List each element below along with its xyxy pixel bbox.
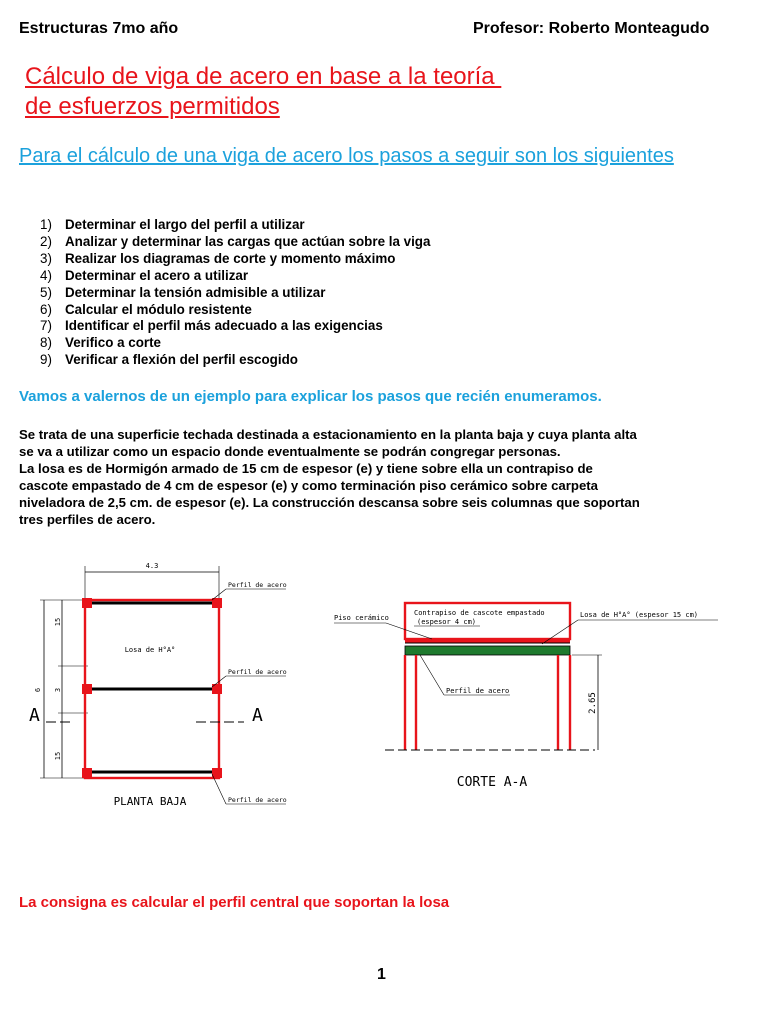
step-item: 7) Identificar el perfil más adecuado a las exigencias: [40, 318, 383, 334]
section-drawing: [320, 590, 730, 800]
page-title: [25, 62, 501, 122]
slab-label: Losa de H°A°: [124, 646, 176, 654]
section-mark-right: A: [252, 705, 263, 726]
column: [82, 768, 92, 778]
column: [212, 598, 222, 608]
step-item: 4) Determinar el acero a utilizar: [40, 267, 249, 283]
perfil-label: Perfil de acero: [446, 687, 510, 695]
dim-bottom: 15: [54, 751, 62, 761]
professor-header: Profesor: Roberto Monteagudo: [473, 20, 710, 37]
title-line-1: Cálculo de viga de acero en base a la teoría: [25, 63, 502, 90]
step-item: 2) Analizar y determinar las cargas que actúan sobre la viga: [40, 233, 431, 249]
column: [82, 598, 92, 608]
losa-label: Losa de H°A° (espesor 15 cm): [580, 611, 699, 619]
concrete-slab: [405, 646, 570, 655]
step-item: 5) Determinar la tensión admisible a utilizar: [40, 284, 326, 300]
step-item: 6) Calcular el módulo resistente: [40, 301, 252, 317]
height-dim: 2.65: [588, 692, 598, 714]
problem-paragraph: Se trata de una superficie techada destinada a estacionamiento en la planta baja y cuya planta alta se va a utilizar como un espacio donde eventualmente se podrán congregar personas. La losa es de Hormigón armado de 15 cm de espesor (e) y tiene sobre ella un contrapiso de cascote empastado de 4 cm de espesor (e) y como terminación piso cerámico sobre carpeta niveladora de 2,5 cm. de espesor (e). La construcción descansa sobre seis columnas que soportan tres perfiles de acero.: [19, 427, 640, 527]
beam-label-mid: Perfil de acero: [228, 668, 287, 676]
dim-top: 15: [54, 617, 62, 627]
contrapiso-label-2: (espesor 4 cm): [417, 618, 477, 626]
dim-mid: 3: [54, 687, 62, 693]
dim-width: 4.3: [145, 562, 159, 570]
column: [82, 684, 92, 694]
section-mark-left: A: [29, 705, 40, 726]
step-item: 3) Realizar los diagramas de corte y momento máximo: [40, 250, 396, 266]
step-item: 8) Verifico a corte: [40, 335, 162, 351]
subtitle: Para el cálculo de una viga de acero los pasos a seguir son los siguientes: [19, 145, 674, 167]
plan-drawing: [0, 556, 330, 818]
contrapiso-label-1: Contrapiso de cascote empastado: [414, 609, 545, 617]
plan-caption: PLANTA BAJA: [113, 795, 187, 808]
steps-list: [40, 217, 430, 369]
step-item: 1) Determinar el largo del perfil a utilizar: [40, 217, 305, 232]
course-header: Estructuras 7mo año: [19, 20, 179, 37]
page-number: 1: [377, 966, 386, 983]
section-caption: CORTE A-A: [456, 775, 528, 790]
dim-total: 6: [34, 687, 42, 693]
column: [212, 768, 222, 778]
example-intro: Vamos a valernos de un ejemplo para explicar los pasos que recién enumeramos.: [19, 388, 602, 405]
step-item: 9) Verificar a flexión del perfil escogido: [40, 352, 298, 368]
beam-label-top: Perfil de acero: [228, 581, 287, 589]
beam-label-bottom: Perfil de acero: [228, 796, 287, 804]
assignment-statement: La consigna es calcular el perfil central que soportan la losa: [19, 894, 450, 911]
piso-label: Piso cerámico: [334, 614, 389, 622]
title-line-2: de esfuerzos permitidos: [25, 93, 280, 120]
